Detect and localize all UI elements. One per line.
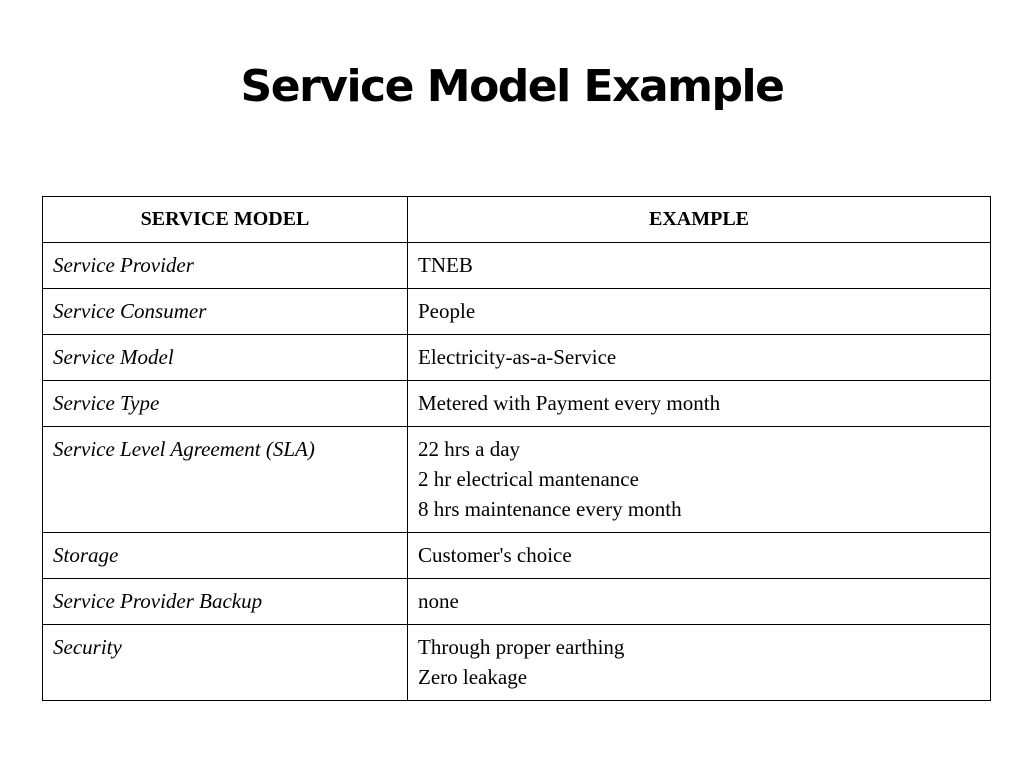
example-cell <box>408 381 991 427</box>
table-row <box>43 533 991 579</box>
example-line: 2 hr electrical mantenance <box>418 467 639 491</box>
example-line: TNEB <box>418 253 473 277</box>
example-line: Zero leakage <box>418 665 528 689</box>
table-row <box>43 289 991 335</box>
header-example: EXAMPLE <box>408 197 991 243</box>
table-row <box>43 579 991 625</box>
service-model-table <box>42 196 991 701</box>
example-line: Electricity-as-a-Service <box>418 345 617 369</box>
example-line: 8 hrs maintenance every month <box>418 497 682 521</box>
service-model-cell: Service Type <box>43 381 408 427</box>
example-cell <box>408 427 991 533</box>
table-row <box>43 427 991 533</box>
example-line: none <box>418 589 459 613</box>
service-model-cell: Service Provider <box>43 243 408 289</box>
slide-title: Service Model Example <box>240 61 784 112</box>
service-model-cell: Storage <box>43 533 408 579</box>
service-model-cell: Service Provider Backup <box>43 579 408 625</box>
service-model-cell: Service Level Agreement (SLA) <box>43 427 408 533</box>
table-row <box>43 243 991 289</box>
example-line: People <box>418 299 476 323</box>
example-line: Through proper earthing <box>418 635 625 659</box>
example-cell <box>408 335 991 381</box>
example-cell <box>408 289 991 335</box>
example-cell <box>408 243 991 289</box>
example-line: Customer's choice <box>418 543 572 567</box>
example-cell <box>408 579 991 625</box>
header-service-model: SERVICE MODEL <box>43 197 408 243</box>
example-cell <box>408 625 991 701</box>
example-cell <box>408 533 991 579</box>
table-row <box>43 335 991 381</box>
service-model-cell: Service Consumer <box>43 289 408 335</box>
service-model-cell: Service Model <box>43 335 408 381</box>
example-line: Metered with Payment every month <box>418 391 721 415</box>
example-line: 22 hrs a day <box>418 437 521 461</box>
service-model-cell: Security <box>43 625 408 701</box>
table-header-row <box>43 197 991 243</box>
table-row <box>43 381 991 427</box>
table-row <box>43 625 991 701</box>
